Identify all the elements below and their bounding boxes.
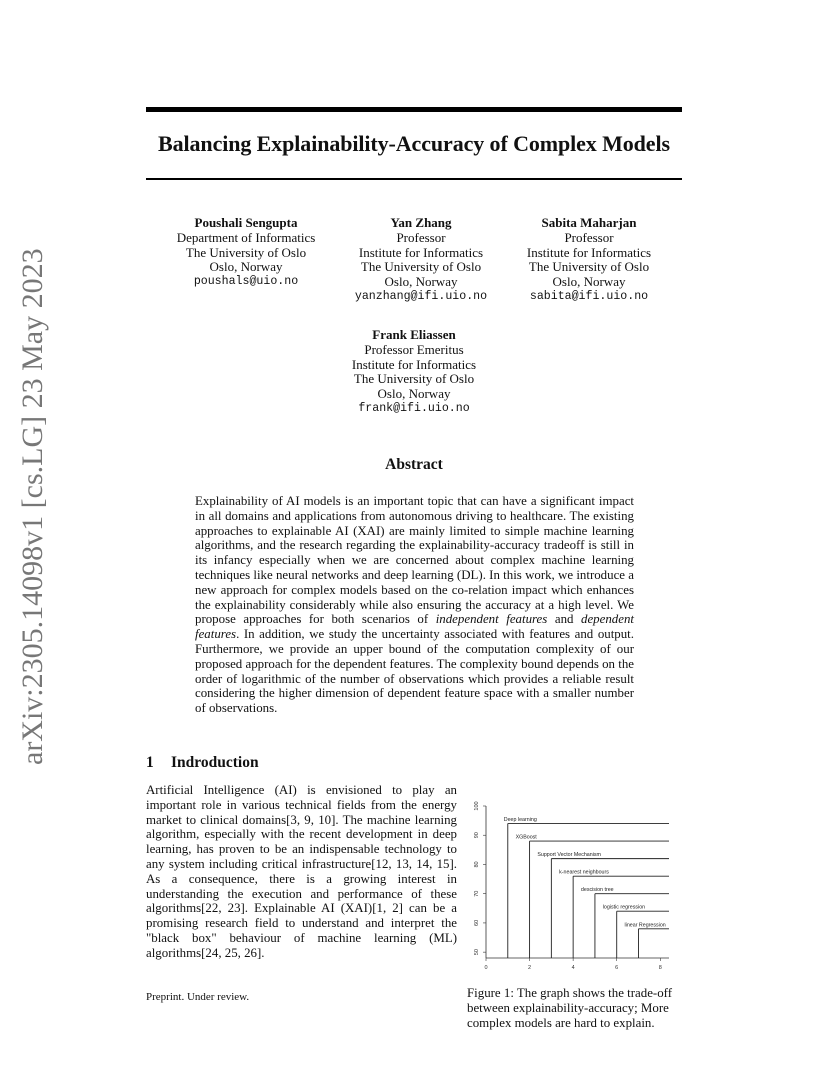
author-name: Yan Zhang bbox=[390, 215, 452, 230]
author-affiliation: Professor Emeritus bbox=[364, 341, 464, 357]
author-affiliation: Professor bbox=[564, 229, 614, 245]
x-tick-label: 0 bbox=[484, 965, 488, 971]
data-label: Deep learning bbox=[503, 817, 537, 824]
author-email[interactable]: sabita@ifi.uio.no bbox=[529, 289, 649, 303]
author-affiliation: Oslo, Norway bbox=[209, 259, 283, 275]
arxiv-identifier: arXiv:2305.14098v1 [cs.LG] 23 May 2023 bbox=[16, 248, 49, 765]
x-tick-label: 6 bbox=[615, 965, 619, 971]
author-email[interactable]: frank@ifi.uio.no bbox=[358, 401, 470, 415]
y-tick-label: 90 bbox=[474, 832, 480, 839]
tradeoff-chart bbox=[464, 800, 674, 980]
intro-paragraph: Artificial Intelligence (AI) is envisioned to play an important role in various technical fields from the energy market to clinical domains[3, 9, 10]. The machine learning algorithm, especially with the recent development in deep learning, has proven to be an indispensable technology to any system including critical infrastructure[12, 13, 14, 15]. As a consequence, there is a growing interest in understanding the execution and performance of these algorithms[22, 23]. Explainable AI (XAI)[1, 2] can be a promising research field to understand and interpret the "black box" behaviour of machine learning (ML) algorithms[24, 25, 26]. bbox=[146, 783, 457, 960]
author-affiliation: Institute for Informatics bbox=[351, 356, 477, 372]
preprint-footer: Preprint. Under review. bbox=[146, 991, 250, 1003]
abstract-heading: Abstract bbox=[385, 456, 443, 473]
author-affiliation: Oslo, Norway bbox=[377, 386, 451, 402]
author-3 bbox=[489, 216, 689, 305]
y-tick-label: 100 bbox=[474, 801, 480, 811]
author-affiliation: The University of Oslo bbox=[528, 259, 650, 275]
abstract-emphasis: independent features bbox=[435, 612, 548, 627]
author-4 bbox=[314, 328, 514, 417]
top-rule bbox=[146, 107, 682, 112]
figure-caption: Figure 1: The graph shows the trade-off between explainability-accuracy; More complex models are hard to explain. bbox=[467, 986, 673, 1030]
author-affiliation: Professor bbox=[396, 229, 446, 245]
abstract-text: . In addition, we study the uncertainty associated with features and output. Furthermore, we provide an upper bound of the computation complexity of our proposed approach for the dependent features. The complexity bound depends on the order of logarithmic of the number of observations which provides a reliable result considering the higher dimension of dependent feature space with a smaller number of observations. bbox=[195, 627, 634, 716]
y-tick-label: 80 bbox=[474, 861, 480, 868]
data-label: descision tree bbox=[580, 887, 614, 894]
abstract-text: and bbox=[547, 612, 582, 627]
author-affiliation: The University of Oslo bbox=[185, 244, 307, 260]
section-title: Indroduction bbox=[171, 754, 259, 771]
abstract-emphasis: dependent features bbox=[195, 612, 634, 642]
y-tick-label: 60 bbox=[474, 919, 480, 926]
author-affiliation: The University of Oslo bbox=[353, 371, 475, 387]
abstract-body bbox=[195, 494, 634, 716]
data-label: logistic regression bbox=[602, 904, 646, 911]
data-label: XGBoost bbox=[515, 834, 537, 841]
section-heading bbox=[146, 754, 259, 772]
author-affiliation: The University of Oslo bbox=[360, 259, 482, 275]
data-label: linear Regression bbox=[624, 922, 666, 929]
data-label: Support Vector Mechanism bbox=[537, 852, 601, 859]
author-affiliation: Oslo, Norway bbox=[384, 274, 458, 290]
abstract-text: Explainability of AI models is an important topic that can have a significant impact in all domains and applications from autonomous driving to healthcare. The existing approaches to explainable AI (XAI) are mainly limited to simple machine learning algorithms, and the research regarding the explainability-accuracy tradeoff is still in its infancy especially when we are concerned about complex machine learning techniques like neural networks and deep learning (DL). In this work, we introduce a new approach for complex models based on the co-relation impact which enhances the explainability considerably while also ensuring the accuracy at a high level. We propose approaches for both scenarios of bbox=[195, 494, 634, 627]
author-affiliation: Department of Informatics bbox=[176, 229, 316, 245]
data-label: k-nearest neighbours bbox=[559, 869, 609, 876]
author-email[interactable]: yanzhang@ifi.uio.no bbox=[354, 289, 488, 303]
figure-1 bbox=[464, 800, 674, 980]
author-name: Sabita Maharjan bbox=[541, 215, 637, 230]
x-tick-label: 2 bbox=[528, 965, 532, 971]
author-name: Poushali Sengupta bbox=[194, 215, 298, 230]
paper-title: Balancing Explainability-Accuracy of Complex Models bbox=[158, 131, 670, 156]
y-tick-label: 50 bbox=[474, 949, 480, 956]
author-affiliation: Institute for Informatics bbox=[358, 244, 484, 260]
author-affiliation: Institute for Informatics bbox=[526, 244, 652, 260]
section-number: 1 bbox=[146, 754, 154, 771]
y-tick-label: 70 bbox=[474, 890, 480, 897]
author-1 bbox=[146, 216, 346, 290]
x-tick-label: 8 bbox=[658, 965, 662, 971]
author-affiliation: Oslo, Norway bbox=[552, 274, 626, 290]
x-tick-label: 4 bbox=[571, 965, 575, 971]
title-rule bbox=[146, 178, 682, 180]
author-email[interactable]: poushals@uio.no bbox=[193, 275, 299, 289]
author-name: Frank Eliassen bbox=[372, 327, 456, 342]
